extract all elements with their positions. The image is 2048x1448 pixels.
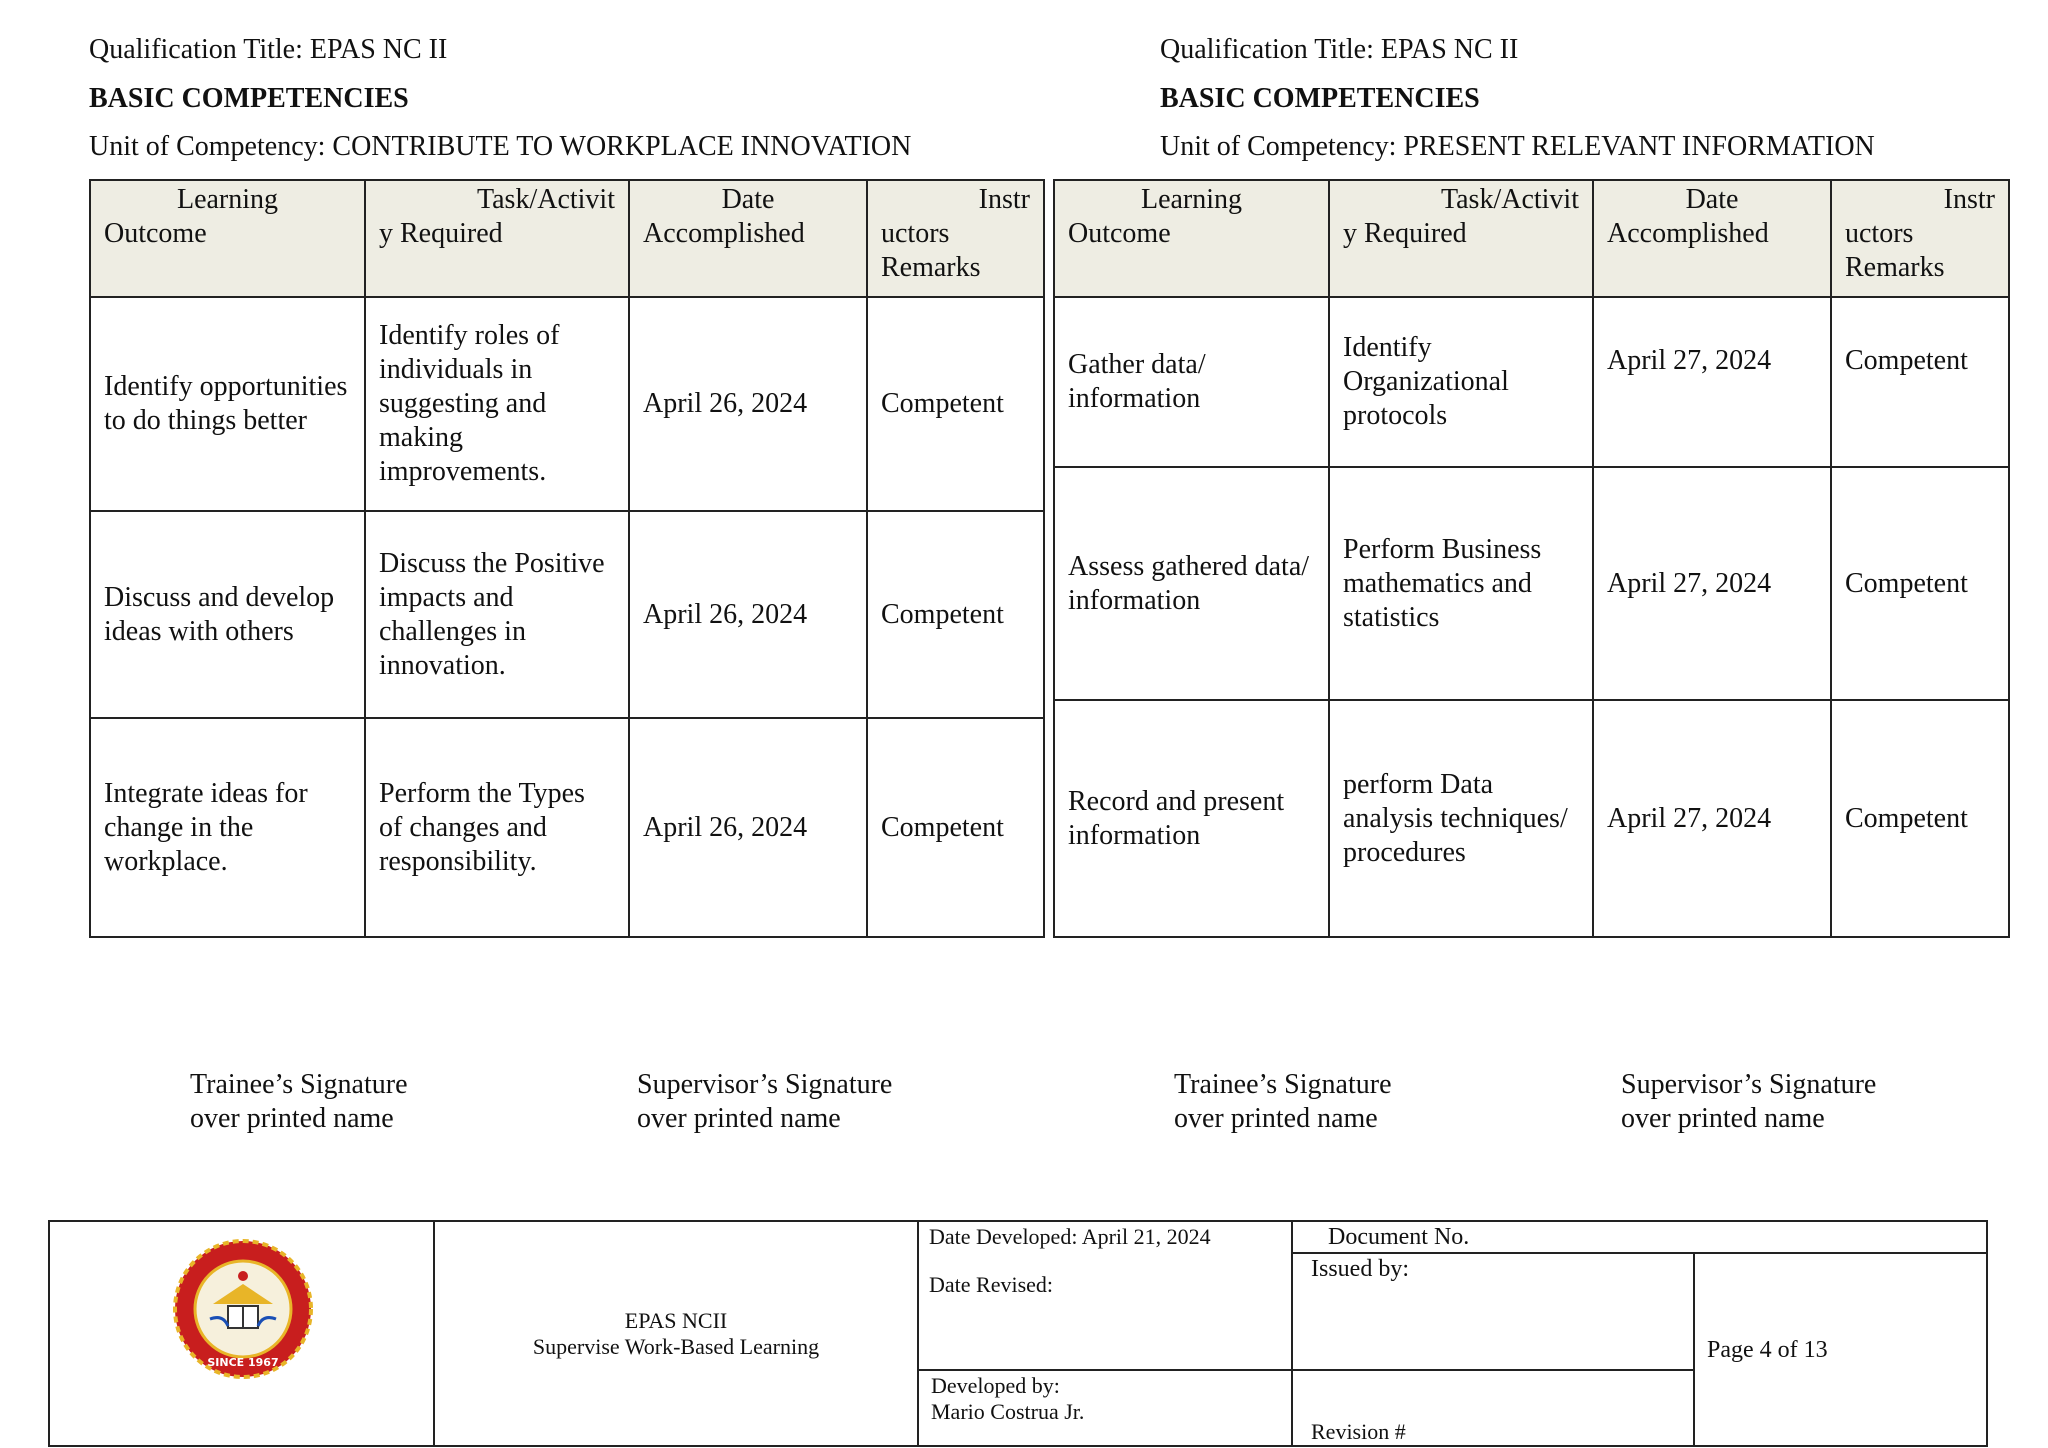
page-number: Page 4 of 13 [1707, 1336, 1828, 1363]
school-logo-cell [49, 1221, 434, 1446]
page-number-cell [1694, 1253, 1987, 1446]
date-cell: April 27, 2024 [1593, 467, 1831, 700]
supervisor-signature-label-right: Supervisor’s Signature over printed name [1621, 1069, 1877, 1134]
seal-caption: SINCE 1967 [207, 1356, 279, 1369]
left-qualification-title: Qualification Title: EPAS NC II [89, 34, 448, 65]
issued-by-label: Issued by: [1311, 1256, 1409, 1282]
task-cell: Perform Business mathematics and statistics [1329, 467, 1593, 700]
task-cell: Perform the Types of changes and responsibility. [365, 718, 629, 937]
date-cell: April 27, 2024 [1593, 297, 1831, 467]
table-row [1054, 297, 2009, 467]
header-task-required: Task/Activit y Required [1329, 180, 1593, 297]
remarks-cell: Competent [867, 511, 1044, 718]
table-row [1054, 700, 2009, 937]
date-cell: April 26, 2024 [629, 297, 867, 511]
trainee-signature-label-right: Trainee’s Signature over printed name [1174, 1069, 1392, 1134]
remarks-cell: Competent [1831, 700, 2009, 937]
document-number-cell [1292, 1221, 1987, 1253]
header-task-required: Task/Activit y Required [365, 180, 629, 297]
table-header-row [90, 180, 1044, 297]
date-cell: April 26, 2024 [629, 511, 867, 718]
revision-label: Revision # [1311, 1419, 1406, 1444]
developed-by-label: Developed by: [931, 1373, 1060, 1398]
document-footer [48, 1220, 1988, 1447]
task-cell: Discuss the Positive impacts and challenges in innovation. [365, 511, 629, 718]
revision-cell [1292, 1370, 1694, 1446]
right-competency-table [1053, 179, 2010, 938]
footer-subtitle: Supervise Work-Based Learning [532, 1333, 820, 1359]
header-date-accomplished: Date Accomplished [629, 180, 867, 297]
task-cell: Identify Organizational protocols [1329, 297, 1593, 467]
learning-outcome-cell: Integrate ideas for change in the workplace. [90, 718, 365, 937]
document-number-label: Document No. [1328, 1224, 1470, 1250]
remarks-cell: Competent [1831, 297, 2009, 467]
left-section-title: BASIC COMPETENCIES [89, 83, 409, 114]
header-learning-outcome: Learning Outcome [1054, 180, 1329, 297]
trainee-signature-label-left: Trainee’s Signature over printed name [190, 1069, 408, 1134]
remarks-cell: Competent [867, 718, 1044, 937]
header-instructors-remarks: Instr uctors Remarks [867, 180, 1044, 297]
remarks-cell: Competent [867, 297, 1044, 511]
left-unit-of-competency: Unit of Competency: CONTRIBUTE TO WORKPLACE INNOVATION [89, 131, 912, 162]
left-competency-table [89, 179, 1045, 938]
date-cell [918, 1221, 1292, 1370]
date-cell: April 26, 2024 [629, 718, 867, 937]
date-cell: April 27, 2024 [1593, 700, 1831, 937]
task-cell: Identify roles of individuals in suggesting and making improvements. [365, 297, 629, 511]
developed-by-cell [918, 1370, 1292, 1446]
header-learning-outcome: Learning Outcome [90, 180, 365, 297]
task-cell: perform Data analysis techniques/ procedures [1329, 700, 1593, 937]
right-section-title: BASIC COMPETENCIES [1160, 83, 1480, 114]
right-unit-of-competency: Unit of Competency: PRESENT RELEVANT INFORMATION [1160, 131, 1875, 162]
learning-outcome-cell: Discuss and develop ideas with others [90, 511, 365, 718]
remarks-cell: Competent [1831, 467, 2009, 700]
learning-outcome-cell: Record and present information [1054, 700, 1329, 937]
supervisor-signature-label-left: Supervisor’s Signature over printed name [637, 1069, 893, 1134]
right-qualification-title: Qualification Title: EPAS NC II [1160, 34, 1519, 65]
issued-by-cell [1292, 1253, 1694, 1370]
table-row [90, 511, 1044, 718]
date-developed: Date Developed: April 21, 2024 [929, 1224, 1211, 1249]
footer-title: EPAS NCII [624, 1307, 728, 1333]
date-revised: Date Revised: [929, 1272, 1054, 1297]
developer-name: Mario Costrua Jr. [931, 1399, 1085, 1424]
school-seal-icon [168, 1234, 318, 1384]
header-instructors-remarks: Instr uctors Remarks [1831, 180, 2009, 297]
table-header-row [1054, 180, 2009, 297]
table-row [90, 297, 1044, 511]
learning-outcome-cell: Gather data/ information [1054, 297, 1329, 467]
learning-outcome-cell: Identify opportunities to do things better [90, 297, 365, 511]
learning-outcome-cell: Assess gathered data/ information [1054, 467, 1329, 700]
header-date-accomplished: Date Accomplished [1593, 180, 1831, 297]
table-row [1054, 467, 2009, 700]
table-row [90, 718, 1044, 937]
footer-title-cell [434, 1221, 918, 1446]
